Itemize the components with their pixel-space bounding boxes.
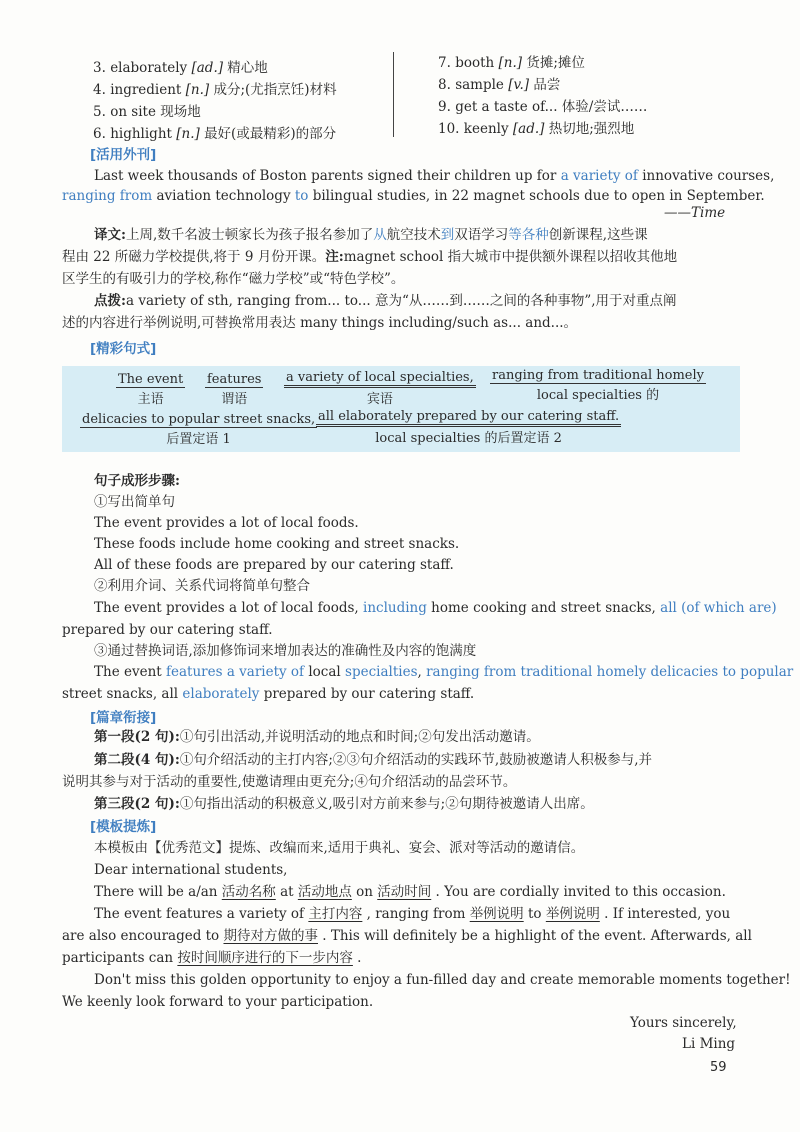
step-3-label: ③通过替换词语,添加修饰词来增加表达的准确性及内容的饱满度 [94, 643, 477, 659]
letter-line-5: Don't miss this golden opportunity to enjoy a fun-filled day and create memorable moments together! [94, 972, 791, 988]
tip-line-2: 述的内容进行举例说明,可替换常用表达 many things including/such as... and...。 [62, 315, 578, 331]
letter-greeting: Dear international students, [94, 862, 288, 878]
template-intro: 本模板由【优秀范文】提炼、改编而来,适用于典礼、宴会、派对等活动的邀请信。 [94, 840, 585, 856]
magazine-quote-line-2: ranging from aviation technology to bilingual studies, in 22 magnet schools due to open in September. [62, 188, 765, 204]
vocab-right [438, 53, 647, 139]
vocab-left [93, 58, 337, 144]
merged-sentence-line-1: The event provides a lot of local foods, including home cooking and street snacks, all (of which are) [94, 600, 777, 616]
letter-line-4: participants can 按时间顺序进行的下一步内容 . [62, 950, 362, 966]
steps-heading: 句子成形步骤: [94, 473, 180, 489]
sentence-part-attr1-end: delicacies to popular street snacks, 后置定语 1 [82, 412, 316, 447]
letter-line-3: are also encouraged to 期待对方做的事 . This will definitely be a highlight of the event. Afterwards, all [62, 928, 752, 944]
vocab-item: 5. on site 现场地 [93, 104, 201, 120]
translation-line-2: 程由 22 所磁力学校提供,将于 9 月份开课。注:magnet school 指大城市中提供额外课程以招收其他地 [62, 249, 678, 265]
translation-line-1: 译文:上周,数千名波士顿家长为孩子报名参加了从航空技术到双语学习等各种创新课程,这些课 [94, 227, 648, 243]
sentence-part-subject: The event 主语 [118, 372, 184, 407]
quote-source: ——Time [664, 205, 726, 221]
refined-sentence-line-2: street snacks, all elaborately prepared by our catering staff. [62, 686, 475, 702]
simple-sentence-3: All of these foods are prepared by our catering staff. [94, 557, 454, 573]
vocab-item: 6. highlight [n.] 最好(或最精彩)的部分 [93, 126, 337, 142]
vocab-item: 9. get a taste of... 体验/尝试…… [438, 99, 648, 115]
section-title-template: [模板提炼] [90, 819, 157, 835]
sentence-part-verb: features 谓语 [207, 372, 262, 407]
step-2-label: ②利用介词、关系代词将简单句整合 [94, 578, 310, 594]
section-title-structure: [篇章衔接] [90, 710, 157, 726]
vocab-item: 3. elaborately [ad.] 精心地 [93, 60, 268, 76]
magazine-quote-line-1: Last week thousands of Boston parents signed their children up for a variety of innovative courses, [94, 168, 775, 184]
letter-signature: Li Ming [682, 1036, 736, 1052]
sentence-part-attr2: all elaborately prepared by our catering staff. local specialties 的后置定语 2 [318, 409, 620, 446]
paragraph-1-note: 第一段(2 句):①句引出活动,并说明活动的地点和时间;②句发出活动邀请。 [94, 729, 540, 745]
letter-line-6: We keenly look forward to your participation. [62, 994, 374, 1010]
simple-sentence-1: The event provides a lot of local foods. [94, 515, 359, 531]
letter-closing: Yours sincerely, [630, 1015, 737, 1031]
column-divider [393, 52, 394, 137]
tip-line-1: 点拨:a variety of sth, ranging from... to... 意为“从……到……之间的各种事物”,用于对重点阐 [94, 293, 677, 309]
sentence-part-object: a variety of local specialties, 宾语 [286, 370, 474, 407]
paragraph-2-note-line-1: 第二段(4 句):①句介绍活动的主打内容;②③句介绍活动的实践环节,鼓励被邀请人积极参与,并 [94, 752, 652, 768]
step-1-label: ①写出简单句 [94, 494, 175, 510]
vocab-item: 8. sample [v.] 品尝 [438, 77, 561, 93]
merged-sentence-line-2: prepared by our catering staff. [62, 622, 273, 638]
refined-sentence-line-1: The event features a variety of local specialties, ranging from traditional homely delicacies to popular [94, 664, 794, 680]
letter-line-1: There will be a/an 活动名称 at 活动地点 on 活动时间 . You are cordially invited to this occasion. [94, 884, 726, 900]
translation-line-3: 区学生的有吸引力的学校,称作“磁力学校”或“特色学校”。 [62, 271, 405, 287]
paragraph-2-note-line-2: 说明其参与对于活动的重要性,使邀请理由更充分;④句介绍活动的品尝环节。 [62, 774, 517, 790]
section-title-magazine: [活用外刊] [90, 147, 157, 163]
paragraph-3-note: 第三段(2 句):①句指出活动的积极意义,吸引对方前来参与;②句期待被邀请人出席。 [94, 796, 594, 812]
section-title-sentence: [精彩句式] [90, 341, 157, 357]
simple-sentence-2: These foods include home cooking and street snacks. [94, 536, 460, 552]
vocab-item: 10. keenly [ad.] 热切地;强烈地 [438, 121, 635, 137]
letter-line-2: The event features a variety of 主打内容 , ranging from 举例说明 to 举例说明 . If interested, you [94, 906, 731, 922]
sentence-part-attr1-start: ranging from traditional homely local specialties 的 [492, 368, 704, 403]
vocab-item: 4. ingredient [n.] 成分;(尤指烹饪)材料 [93, 82, 337, 98]
page-number: 59 [710, 1060, 727, 1075]
vocab-item: 7. booth [n.] 货摊;摊位 [438, 55, 585, 71]
